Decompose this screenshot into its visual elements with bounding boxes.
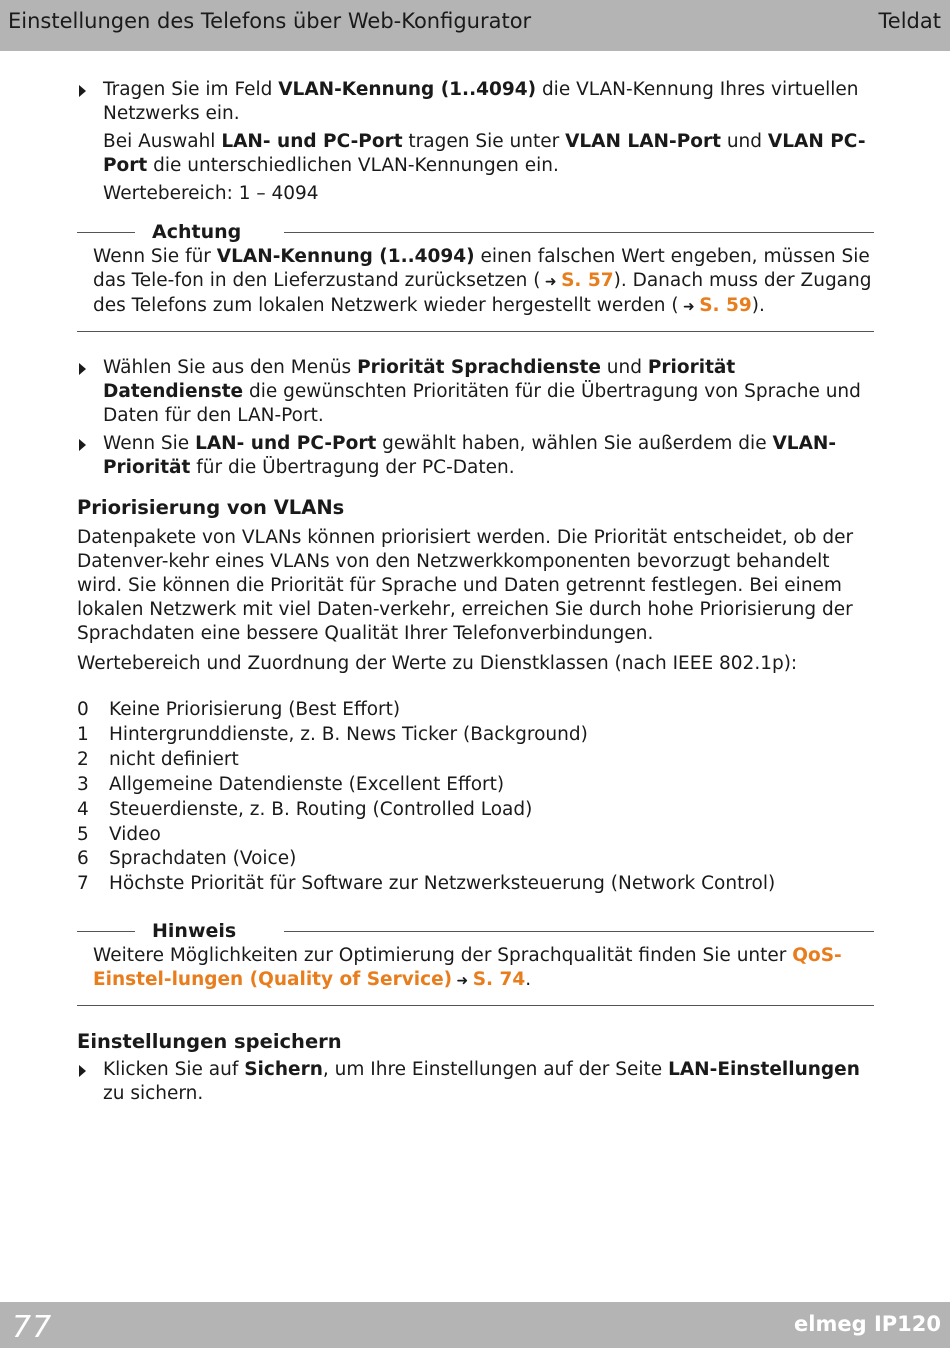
priority-label: Steuerdienste, z. B. Routing (Controlled Load) [109, 798, 533, 820]
qos-settings-link[interactable]: QoS-Einstel-lungen (Quality of Service) [93, 945, 842, 991]
priority-list [77, 698, 874, 897]
page-reference-link[interactable]: S. 57 [561, 270, 614, 291]
note-text: Bei Auswahl [103, 131, 222, 152]
warning-text: ). [751, 295, 765, 316]
priority-label: nicht definiert [109, 748, 239, 770]
note-text: . [525, 969, 532, 991]
body-paragraph: Wertebereich und Zuordnung der Werte zu Dienstklassen (nach IEEE 802.1p): [77, 653, 798, 674]
value-range: Wertebereich: 1 – 4094 [103, 183, 319, 204]
ui-label: LAN- und PC-Port [221, 131, 403, 152]
priority-number: 6 [77, 848, 89, 870]
priority-label: Sprachdaten (Voice) [109, 848, 297, 870]
body-paragraph: Datenpakete von VLANs können priorisiert werden. Die Priorität entscheidet, ob der Datenver-kehr eines VLANs von den Netzwerkkomponenten bevorzugt behandelt wird. Sie können die Priorität für Sprache und Daten getrennt festlegen. Bei einem lokalen Netzwerk mit viel Daten-verkehr, erreichen Sie durch hohe Priorisierung der Sprachdaten eine bessere Qualität Ihrer Telefonverbindungen. [77, 527, 854, 644]
priority-label: Hintergrunddienste, z. B. News Ticker (Background) [109, 723, 588, 745]
ui-label: VLAN LAN-Port [565, 131, 721, 152]
priority-label: Video [109, 823, 161, 845]
step-arrow-icon [79, 439, 86, 451]
priority-number: 2 [77, 748, 89, 770]
instruction-step [77, 432, 874, 480]
ui-label: VLAN PC-Port [103, 131, 866, 176]
ui-label: Sichern [244, 1059, 323, 1081]
reference-arrow-icon: ➜ [452, 973, 473, 990]
section-heading: Priorisierung von VLANs [77, 496, 345, 519]
page-content [77, 78, 874, 1110]
note-text: und [720, 131, 768, 152]
step-note [77, 130, 874, 178]
warning-text: Wenn Sie für [93, 246, 217, 267]
instruction-step [77, 356, 874, 428]
list-item [77, 698, 874, 723]
priority-number: 1 [77, 723, 89, 745]
step-text: die gewünschten Prioritäten für die Übertragung von Sprache und Daten für den LAN-Port. [103, 381, 861, 426]
page-footer [0, 1302, 950, 1348]
ui-label: LAN- und PC-Port [195, 433, 377, 454]
header-title: Einstellungen des Telefons über Web-Konfigurator [8, 9, 532, 33]
list-item [77, 748, 874, 773]
header-brand: Teldat [878, 9, 941, 33]
list-item [77, 847, 874, 872]
page-reference-link[interactable]: S. 59 [699, 295, 752, 316]
priority-number: 0 [77, 699, 89, 720]
divider [77, 232, 135, 233]
list-item [77, 798, 874, 823]
achtung-header [93, 220, 874, 244]
note-text: Weitere Möglichkeiten zur Optimierung der Sprachqualität finden Sie unter [93, 945, 793, 967]
instruction-step [77, 1058, 874, 1106]
ui-label: Priorität Sprachdienste [357, 357, 601, 378]
hinweis-box [77, 919, 874, 1006]
page-number: 77 [12, 1310, 53, 1345]
page-header [0, 0, 950, 51]
priority-number: 3 [77, 773, 89, 795]
step-arrow-icon [79, 363, 86, 375]
list-item [77, 723, 874, 748]
priority-number: 7 [77, 873, 89, 895]
note-text: tragen Sie unter [402, 131, 566, 152]
step-arrow-icon [79, 85, 86, 97]
divider [77, 931, 135, 932]
ui-label: Priorität Datendienste [103, 357, 736, 402]
product-name: elmeg IP120 [794, 1312, 941, 1336]
reference-arrow-icon: ➜ [678, 299, 700, 315]
divider [284, 931, 874, 932]
achtung-label: Achtung [152, 221, 242, 243]
ui-label: LAN-Einstellungen [668, 1059, 860, 1081]
warning-text: ). Danach muss der Zugang des Telefons zum lokalen Netzwerk wieder hergestellt werden ( [93, 270, 872, 316]
hinweis-label: Hinweis [152, 920, 237, 943]
step-text: Tragen Sie im Feld [103, 79, 279, 100]
step-text: , um Ihre Einstellungen auf der Seite [322, 1059, 669, 1081]
warning-text: einen falschen Wert engeben, müssen Sie das Tele-fon in den Lieferzustand zurücksetzen ( [93, 246, 870, 291]
ui-label: VLAN-Kennung (1..4094) [278, 79, 537, 100]
achtung-text [93, 244, 874, 319]
priority-number: 4 [77, 798, 89, 820]
ui-label: VLAN-Priorität [103, 433, 837, 478]
priority-label: Höchste Priorität für Software zur Netzwerksteuerung (Network Control) [109, 873, 776, 895]
priority-number: 5 [77, 823, 89, 845]
step-text: für die Übertragung der PC-Daten. [190, 457, 515, 478]
instruction-step [77, 78, 874, 126]
page-reference-link[interactable]: S. 74 [472, 969, 526, 991]
reference-arrow-icon: ➜ [540, 274, 562, 290]
section-heading: Einstellungen speichern [77, 1030, 342, 1054]
step-text: die VLAN-Kennung Ihres virtuellen Netzwerks ein. [103, 79, 859, 124]
note-text: die unterschiedlichen VLAN-Kennungen ein. [147, 155, 559, 176]
priority-label: Keine Priorisierung (Best Effort) [109, 699, 401, 720]
step-text: Wenn Sie [103, 433, 196, 454]
step-text: zu sichern. [103, 1083, 204, 1105]
hinweis-header [93, 919, 874, 943]
priority-label: Allgemeine Datendienste (Excellent Effort) [109, 773, 505, 795]
hinweis-text [93, 943, 874, 993]
step-text: und [600, 357, 648, 378]
step-arrow-icon [79, 1065, 86, 1077]
step-text: gewählt haben, wählen Sie außerdem die [376, 433, 773, 454]
divider [284, 232, 874, 233]
list-item [77, 823, 874, 848]
list-item [77, 872, 874, 897]
step-text: Wählen Sie aus den Menüs [103, 357, 358, 378]
step-text: Klicken Sie auf [103, 1059, 245, 1081]
list-item [77, 773, 874, 798]
achtung-box [77, 220, 874, 332]
ui-label: VLAN-Kennung (1..4094) [216, 246, 475, 267]
